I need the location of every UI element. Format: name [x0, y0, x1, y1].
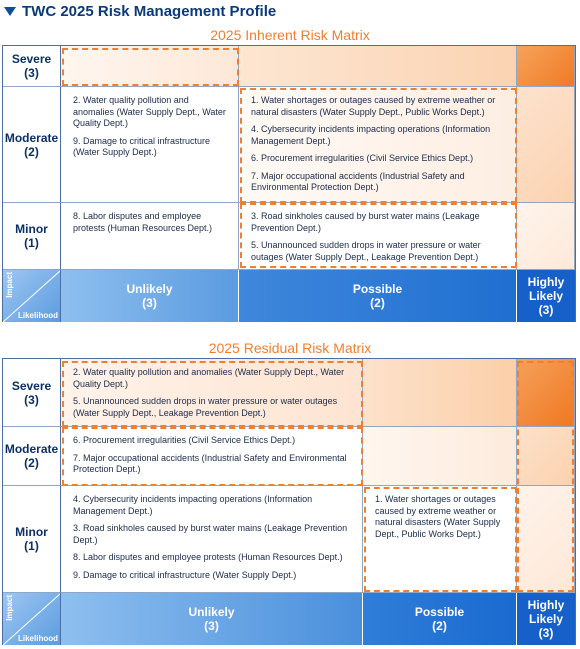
inherent-matrix-title: 2025 Inherent Risk Matrix	[210, 27, 370, 43]
risk-item: 2. Water quality pollution and anomalies (Water Supply Dept., Water Quality Dept.)	[73, 367, 345, 389]
cell-moderate-unlikely	[61, 87, 239, 203]
risk-item: 3. Road sinkholes caused by burst water mains (Leakage Prevention Dept.)	[251, 211, 480, 233]
axis-likelihood-label: Likelihood	[18, 634, 58, 643]
residual-matrix-title: 2025 Residual Risk Matrix	[208, 340, 372, 356]
risk-item: 1. Water shortages or outages caused by extreme weather or natural disasters (Water Supply Dept., Public Works Dept.)	[251, 95, 496, 117]
cell-moderate-possible	[239, 87, 517, 203]
cell-minor-highly-likely	[517, 486, 575, 593]
likelihood-possible: Possible (2)	[363, 593, 517, 645]
impact-label-moderate: Moderate (2)	[3, 427, 61, 486]
risk-item: 4. Cybersecurity incidents impacting operations (Information Management Dept.)	[73, 494, 313, 516]
risk-list	[61, 427, 362, 486]
risk-list	[61, 486, 362, 591]
risk-item: 9. Damage to critical infrastructure (Water Supply Dept.)	[73, 569, 297, 580]
residual-risk-matrix	[2, 358, 576, 645]
axis-impact-label: Impact	[5, 272, 14, 298]
cell-minor-highly-likely	[517, 203, 575, 270]
cell-severe-possible	[363, 359, 517, 427]
risk-item: 7. Major occupational accidents (Industrial Safety and Environmental Protection Dept.)	[73, 452, 347, 474]
page-title	[4, 3, 276, 20]
risk-list	[61, 359, 362, 429]
likelihood-highly-likely: Highly Likely (3)	[517, 593, 575, 645]
cell-moderate-highly-likely	[517, 87, 575, 203]
risk-item: 5. Unannounced sudden drops in water pressure or water outages (Water Supply Dept., Leakage Prevention Dept.)	[251, 240, 481, 262]
risk-item: 7. Major occupational accidents (Industrial Safety and Environmental Protection Dept.)	[251, 170, 465, 192]
cell-minor-unlikely	[61, 203, 239, 270]
likelihood-unlikely: Unlikely (3)	[61, 593, 363, 645]
impact-label-severe: Severe (3)	[3, 46, 61, 87]
cell-moderate-highly-likely	[517, 427, 575, 486]
axis-impact-label: Impact	[5, 595, 14, 621]
risk-item: 8. Labor disputes and employee protests (Human Resources Dept.)	[73, 552, 343, 562]
axis-corner	[3, 270, 61, 322]
inherent-risk-matrix	[2, 45, 576, 322]
impact-label-minor: Minor (1)	[3, 203, 61, 270]
risk-list	[239, 87, 516, 204]
risk-item: 1. Water shortages or outages caused by extreme weather or natural disasters (Water Supply Dept., Public Works Dept.)	[375, 494, 501, 539]
risk-item: 5. Unannounced sudden drops in water pressure or water outages (Water Supply Dept., Leakage Prevention Dept.)	[73, 396, 338, 418]
axis-corner	[3, 593, 61, 645]
cell-severe-highly-likely	[517, 46, 575, 87]
risk-item: 2. Water quality pollution and anomalies (Water Supply Dept., Water Quality Dept.)	[73, 95, 226, 128]
cell-minor-possible	[363, 486, 517, 593]
risk-item: 8. Labor disputes and employee protests (Human Resources Dept.)	[73, 211, 213, 233]
cell-severe-unlikely	[61, 46, 239, 87]
risk-list	[239, 203, 516, 273]
likelihood-highly-likely: Highly Likely (3)	[517, 270, 575, 322]
cell-severe-unlikely	[61, 359, 363, 427]
risk-item: 9. Damage to critical infrastructure (Water Supply Dept.)	[73, 135, 211, 157]
cell-moderate-unlikely	[61, 427, 363, 486]
impact-label-minor: Minor (1)	[3, 486, 61, 593]
risk-list	[61, 87, 238, 169]
cell-moderate-possible	[363, 427, 517, 486]
impact-label-moderate: Moderate (2)	[3, 87, 61, 203]
triangle-down-icon	[4, 7, 16, 16]
risk-item: 3. Road sinkholes caused by burst water mains (Leakage Prevention Dept.)	[73, 523, 348, 545]
cell-severe-highly-likely	[517, 359, 575, 427]
likelihood-unlikely: Unlikely (3)	[61, 270, 239, 322]
risk-item: 4. Cybersecurity incidents impacting operations (Information Management Dept.)	[251, 124, 491, 146]
risk-list	[363, 486, 516, 550]
page-title-text: TWC 2025 Risk Management Profile	[22, 3, 277, 20]
axis-likelihood-label: Likelihood	[18, 311, 58, 320]
risk-list	[61, 203, 238, 244]
likelihood-possible: Possible (2)	[239, 270, 517, 322]
risk-item: 6. Procurement irregularities (Civil Service Ethics Dept.)	[251, 153, 474, 163]
impact-label-severe: Severe (3)	[3, 359, 61, 427]
cell-minor-unlikely	[61, 486, 363, 593]
risk-item: 6. Procurement irregularities (Civil Service Ethics Dept.)	[73, 435, 296, 445]
cell-severe-possible	[239, 46, 517, 87]
cell-minor-possible	[239, 203, 517, 270]
